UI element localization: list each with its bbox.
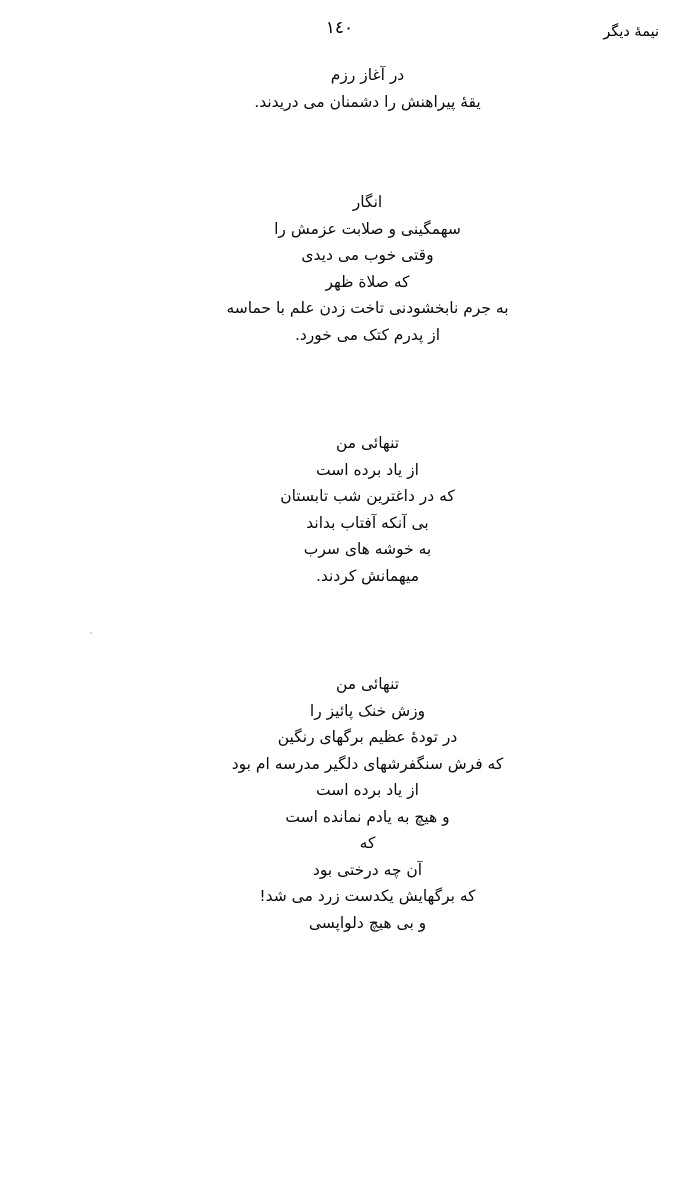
poem-line: در آغاز رزم <box>330 66 405 84</box>
poem-line: که صلاة ظهر <box>325 272 410 291</box>
poem-line: یقهٔ پیراهنش را دشمنان می دریدند. <box>254 92 481 111</box>
poem-line: آن چه درختی بود <box>312 860 423 879</box>
book-title: نیمهٔ دیگر <box>603 24 659 40</box>
stanza-spacer <box>42 115 637 189</box>
poem-line: و هیچ به یادم نمانده است <box>285 807 450 826</box>
poem-line: که در داغترین شب تابستان <box>280 487 455 505</box>
poem-stanza <box>42 671 637 936</box>
stanza-spacer <box>42 348 637 430</box>
page-header <box>20 18 659 44</box>
poem-line: وقتی خوب می دیدی <box>301 246 434 264</box>
poem-line: میهمانش کردند. <box>315 566 420 585</box>
poem-line: سهمگینی و صلابت عزمش را <box>274 219 461 238</box>
poem-line: که <box>359 834 376 852</box>
poem-line: وزش خنک پائیز را <box>309 701 426 720</box>
page-number: ۱٤۰ <box>325 18 354 38</box>
poem-line: به خوشه های سرب <box>303 540 432 558</box>
poem-line: تنهائی من <box>335 434 400 452</box>
poem-line: از پدرم کتک می خورد. <box>294 325 441 344</box>
poem-stanza <box>42 189 637 348</box>
stanza-spacer <box>42 589 637 671</box>
poem-stanza <box>42 62 637 115</box>
poem-line: از یاد برده است <box>316 460 419 479</box>
poem-body <box>0 62 679 936</box>
poem-line: از یاد برده است <box>316 781 419 799</box>
poem-line: بی آنکه آفتاب بداند <box>306 513 429 532</box>
poem-line: که فرش سنگفرشهای دلگیر مدرسه ام بود <box>231 754 504 773</box>
poem-line: به جرم نابخشودنی تاخت زدن علم با حماسه <box>226 299 509 317</box>
poem-line: که برگهایش یکدست زرد می شد! <box>259 887 476 905</box>
poem-line: و بی هیچ دلواپسی <box>308 913 427 932</box>
poem-stanza <box>42 430 637 589</box>
poem-line: انگار <box>352 193 383 211</box>
poem-line: تنهائی من <box>335 675 400 693</box>
poem-line: در تودهٔ عظیم برگهای رنگین <box>277 728 458 746</box>
